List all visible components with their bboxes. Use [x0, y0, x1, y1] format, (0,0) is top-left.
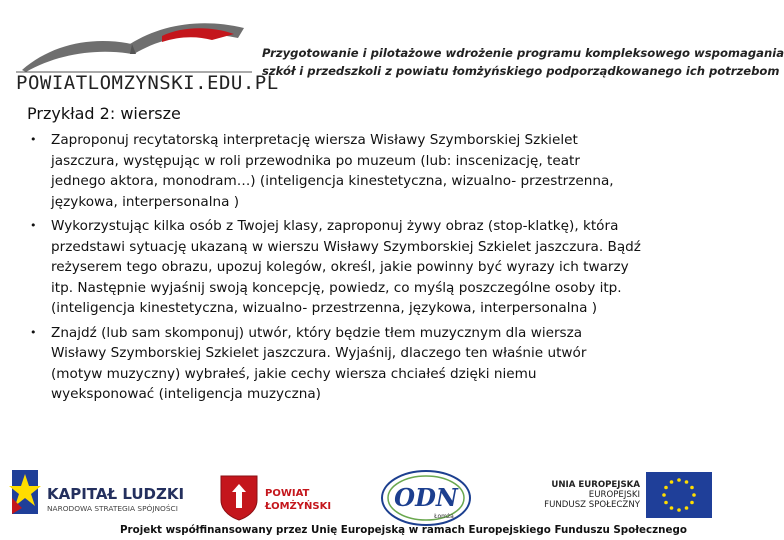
bullet-line: językowa, interpersonalna ): [51, 193, 240, 210]
eu-star-icon: [677, 478, 681, 482]
eu-star-icon: [670, 480, 674, 484]
page-header: [0, 0, 784, 100]
eu-star-icon: [662, 493, 666, 497]
cofinance-note: Projekt współfinansowany przez Unię Europejską w ramach Europejskiego Funduszu Społecznego: [120, 524, 687, 536]
bullet-line: itp. Następnie wyjaśnij swoją koncepcję, powiedz, co myślą poszczególne osoby itp.: [51, 279, 622, 296]
kapital-ludzki-subtitle: NARODOWA STRATEGIA SPÓJNOŚCI: [47, 504, 178, 513]
page-footer: [0, 460, 720, 540]
bullet-line: jaszczura, występując w roli przewodnika po muzeum (lub: inscenizację, teatr: [51, 152, 580, 169]
eu-star-icon: [690, 486, 694, 490]
bullet-marker: •: [30, 219, 37, 232]
bullet-line: jednego aktora, monodram…) (inteligencja kinestetyczna, wizualno- przestrzenna,: [51, 173, 614, 189]
kapital-ludzki-star-icon: [8, 468, 42, 516]
odn-logo-icon: [378, 468, 474, 528]
bullet-line: (motyw muzyczny) wybrałeś, jakie cechy wiersza chciałeś dzięki niemu: [51, 365, 537, 382]
site-logo: [12, 14, 279, 94]
bullet-line: Wykorzystując kilka osób z Twojej klasy, zaproponuj żywy obraz (stop-klatkę), która: [51, 218, 619, 234]
eu-label: [520, 480, 640, 510]
bullet-line: reżyserem tego obrazu, upozuj kolegów, określ, jakie powinny być wyrazy ich twarzy: [51, 259, 629, 275]
kapital-ludzki-title: KAPITAŁ LUDZKI: [47, 485, 185, 503]
bullet-item-3: [27, 323, 692, 405]
odn-logo-text: ODN: [394, 483, 458, 512]
bullet-line: przedstawi sytuację ukazaną w wierszu Wisławy Szymborskiej Szkielet jaszczura. Bądź: [51, 238, 641, 255]
bullet-line: Zaproponuj recytatorską interpretację wiersza Wisławy Szymborskiej Szkielet: [51, 132, 578, 148]
bullet-list: [27, 130, 692, 409]
bullet-line: Znajdź (lub sam skomponuj) utwór, który będzie tłem muzycznym dla wiersza: [51, 324, 583, 341]
slide-title: Przykład 2: wiersze: [27, 104, 181, 123]
bullet-line: Wisławy Szymborskiej Szkielet jaszczura. Wyjaśnij, dlaczego ten właśnie utwór: [51, 345, 587, 361]
eu-star-icon: [664, 501, 668, 505]
site-logo-text: POWIATLOMZYNSKI.EDU.PL: [16, 72, 279, 94]
bullet-line: (inteligencja kinestetyczna, wizualno- przestrzenna, językowa, interpersonalna ): [51, 300, 598, 316]
book-swoosh-logo-icon: [12, 14, 257, 74]
eu-label-line-2: EUROPEJSKI: [588, 490, 640, 500]
tagline-line-1: Przygotowanie i pilotażowe wdrożenie programu kompleksowego wspomagania: [262, 46, 784, 60]
tagline-line-2: szkół i przedszkoli z powiatu łomżyńskiego podporządkowanego ich potrzebom: [262, 64, 780, 78]
eu-star-icon: [670, 506, 674, 510]
project-tagline: [262, 44, 784, 80]
eu-label-line-3: FUNDUSZ SPOŁECZNY: [544, 500, 640, 510]
eu-star-icon: [690, 501, 694, 505]
powiat-line-2: ŁOMŻYŃSKI: [265, 501, 332, 512]
bullet-item-2: [27, 216, 692, 319]
bullet-item-1: [27, 130, 692, 212]
bullet-line: wyeksponować (inteligencja muzyczna): [51, 386, 321, 402]
eu-star-icon: [664, 486, 668, 490]
powiat-line-1: POWIAT: [265, 488, 310, 499]
eu-star-icon: [685, 506, 689, 510]
odn-logo-subtext: Łomża: [434, 513, 454, 520]
powiat-crest-icon: [219, 474, 259, 520]
powiat-name: [265, 487, 331, 513]
eu-star-icon: [685, 480, 689, 484]
bullet-marker: •: [30, 133, 37, 146]
eu-star-icon: [677, 508, 681, 512]
eu-label-line-1: UNIA EUROPEJSKA: [551, 480, 640, 490]
bullet-marker: •: [30, 325, 37, 339]
eu-flag-icon: [646, 472, 712, 518]
eu-star-icon: [692, 493, 696, 497]
